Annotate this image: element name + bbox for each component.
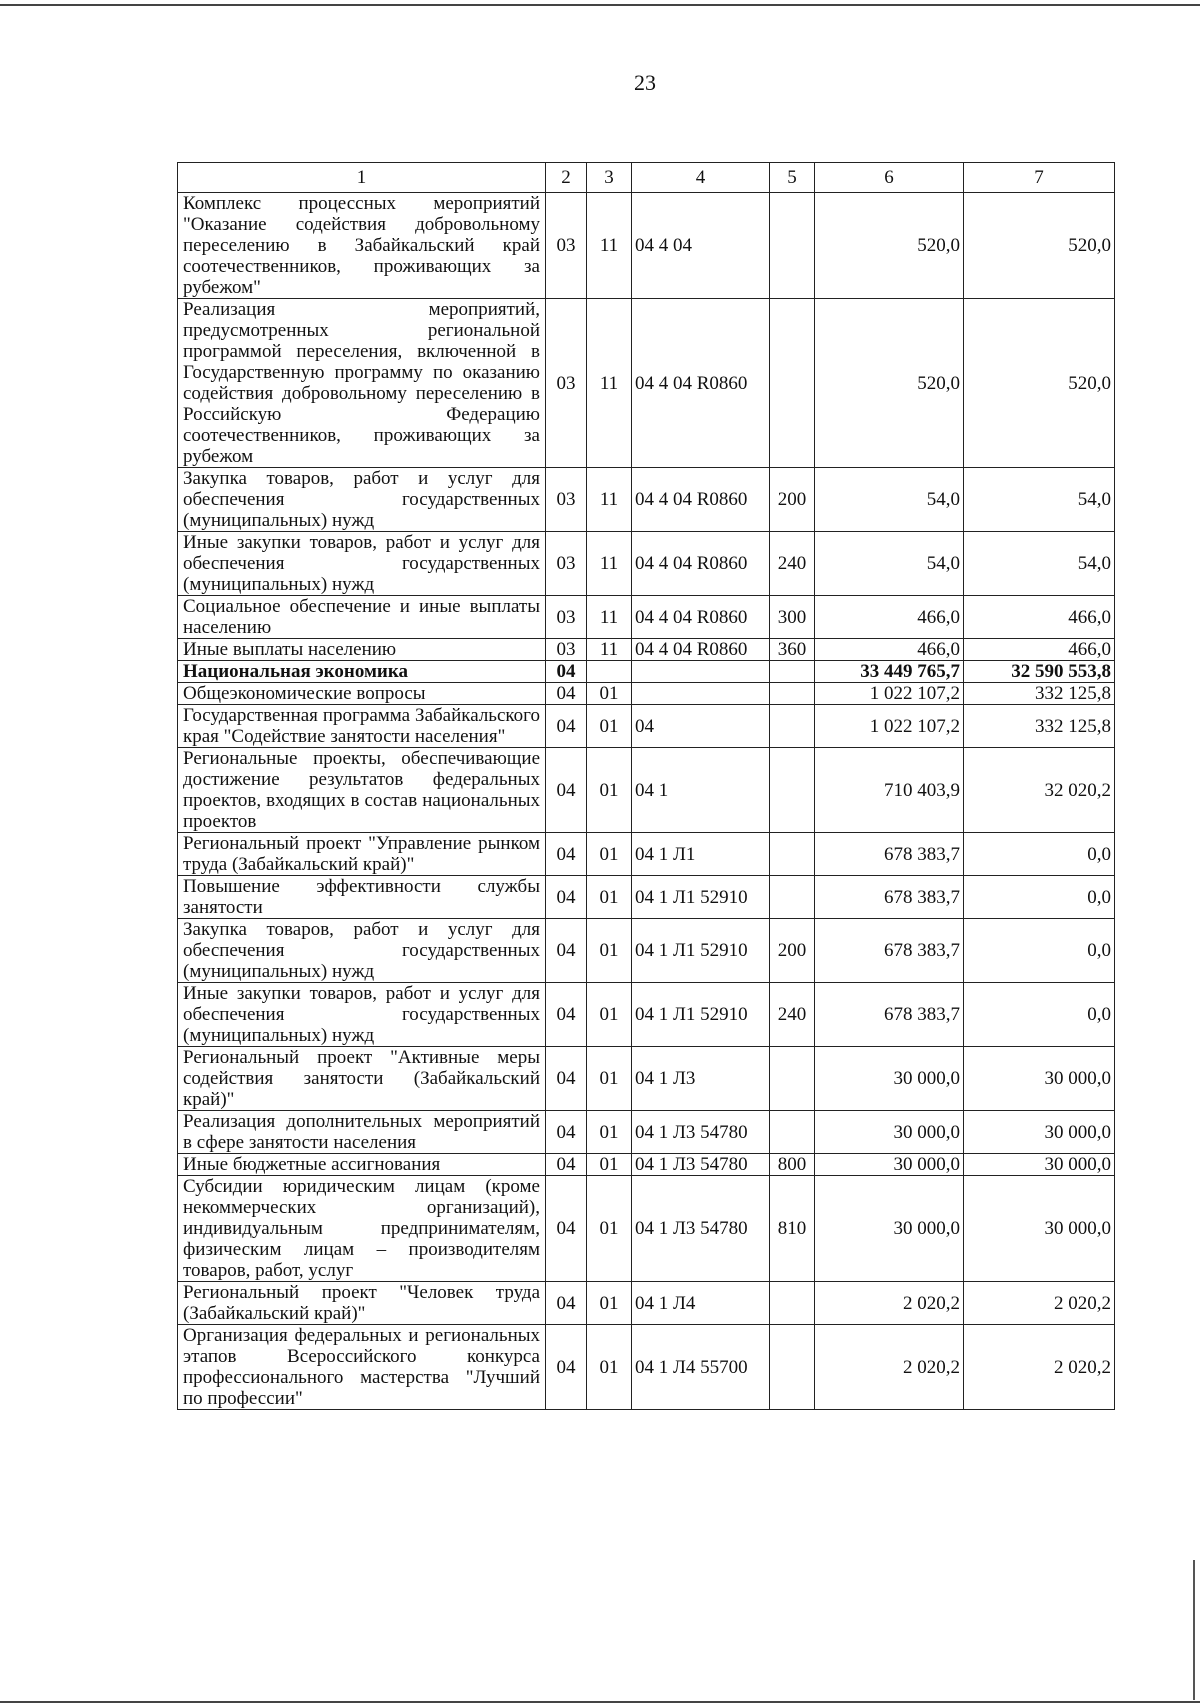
table-row bbox=[178, 1325, 1115, 1410]
table-body bbox=[178, 193, 1115, 1410]
cell-amount-year-2: 54,0 bbox=[964, 532, 1115, 596]
cell-amount-year-2: 2 020,2 bbox=[964, 1325, 1115, 1410]
table-row bbox=[178, 596, 1115, 639]
col-header-4: 4 bbox=[632, 163, 770, 193]
cell-subsection: 01 bbox=[587, 748, 632, 833]
table-row bbox=[178, 299, 1115, 468]
cell-target-article: 04 4 04 bbox=[632, 193, 770, 299]
cell-expense-type bbox=[770, 1282, 815, 1325]
cell-subsection: 01 bbox=[587, 833, 632, 876]
cell-expense-type bbox=[770, 748, 815, 833]
cell-subsection: 01 bbox=[587, 876, 632, 919]
cell-expense-type bbox=[770, 299, 815, 468]
cell-amount-year-2: 466,0 bbox=[964, 639, 1115, 661]
cell-target-article: 04 1 Л3 54780 bbox=[632, 1154, 770, 1176]
cell-subsection bbox=[587, 661, 632, 683]
cell-amount-year-2: 0,0 bbox=[964, 919, 1115, 983]
cell-target-article: 04 4 04 R0860 bbox=[632, 596, 770, 639]
cell-expense-type bbox=[770, 193, 815, 299]
cell-section: 03 bbox=[546, 299, 587, 468]
cell-target-article: 04 1 Л1 52910 bbox=[632, 876, 770, 919]
cell-section: 04 bbox=[546, 983, 587, 1047]
cell-amount-year-1: 466,0 bbox=[815, 639, 964, 661]
cell-section: 03 bbox=[546, 596, 587, 639]
cell-amount-year-1: 54,0 bbox=[815, 532, 964, 596]
col-header-1: 1 bbox=[178, 163, 546, 193]
cell-expense-type bbox=[770, 1325, 815, 1410]
cell-expense-type bbox=[770, 1111, 815, 1154]
cell-section: 04 bbox=[546, 876, 587, 919]
cell-amount-year-1: 30 000,0 bbox=[815, 1154, 964, 1176]
cell-target-article: 04 1 Л1 52910 bbox=[632, 919, 770, 983]
cell-section: 04 bbox=[546, 919, 587, 983]
cell-amount-year-2: 466,0 bbox=[964, 596, 1115, 639]
table-row bbox=[178, 983, 1115, 1047]
cell-name: Реализация мероприятий, предусмотренных региональной программой переселения, включенной в Государственную программу по оказанию содействия добровольному переселению в Российскую Федерацию соотечественников, проживающих за рубежом bbox=[178, 299, 546, 468]
cell-subsection: 11 bbox=[587, 596, 632, 639]
cell-amount-year-1: 678 383,7 bbox=[815, 919, 964, 983]
cell-name: Иные закупки товаров, работ и услуг для обеспечения государственных (муниципальных) нужд bbox=[178, 532, 546, 596]
cell-target-article: 04 1 Л3 54780 bbox=[632, 1176, 770, 1282]
cell-expense-type: 300 bbox=[770, 596, 815, 639]
cell-amount-year-1: 678 383,7 bbox=[815, 983, 964, 1047]
scan-edge-right bbox=[1193, 1560, 1195, 1700]
cell-section: 04 bbox=[546, 1154, 587, 1176]
col-header-6: 6 bbox=[815, 163, 964, 193]
cell-target-article: 04 1 Л4 bbox=[632, 1282, 770, 1325]
cell-target-article bbox=[632, 683, 770, 705]
cell-target-article: 04 1 Л3 bbox=[632, 1047, 770, 1111]
table-row bbox=[178, 833, 1115, 876]
cell-expense-type: 240 bbox=[770, 532, 815, 596]
cell-amount-year-1: 520,0 bbox=[815, 299, 964, 468]
cell-target-article: 04 4 04 R0860 bbox=[632, 532, 770, 596]
cell-name: Субсидии юридическим лицам (кроме некоммерческих организаций), индивидуальным предпринимателям, физическим лицам – производителям товаров, работ, услуг bbox=[178, 1176, 546, 1282]
cell-amount-year-1: 2 020,2 bbox=[815, 1325, 964, 1410]
cell-amount-year-2: 54,0 bbox=[964, 468, 1115, 532]
cell-target-article: 04 1 Л1 bbox=[632, 833, 770, 876]
cell-subsection: 01 bbox=[587, 1111, 632, 1154]
cell-name: Повышение эффективности службы занятости bbox=[178, 876, 546, 919]
cell-name: Социальное обеспечение и иные выплаты населению bbox=[178, 596, 546, 639]
cell-section: 03 bbox=[546, 468, 587, 532]
cell-expense-type bbox=[770, 661, 815, 683]
cell-name: Региональный проект "Управление рынком труда (Забайкальский край)" bbox=[178, 833, 546, 876]
cell-amount-year-1: 678 383,7 bbox=[815, 876, 964, 919]
table-row bbox=[178, 919, 1115, 983]
cell-subsection: 01 bbox=[587, 705, 632, 748]
cell-amount-year-1: 30 000,0 bbox=[815, 1111, 964, 1154]
cell-name: Региональные проекты, обеспечивающие достижение результатов федеральных проектов, входящих в состав национальных проектов bbox=[178, 748, 546, 833]
cell-subsection: 01 bbox=[587, 683, 632, 705]
table-row bbox=[178, 1154, 1115, 1176]
cell-section: 04 bbox=[546, 1111, 587, 1154]
cell-target-article: 04 1 Л3 54780 bbox=[632, 1111, 770, 1154]
cell-amount-year-2: 30 000,0 bbox=[964, 1176, 1115, 1282]
cell-target-article: 04 4 04 R0860 bbox=[632, 468, 770, 532]
cell-name: Иные бюджетные ассигнования bbox=[178, 1154, 546, 1176]
cell-section: 03 bbox=[546, 193, 587, 299]
cell-section: 04 bbox=[546, 683, 587, 705]
cell-expense-type: 360 bbox=[770, 639, 815, 661]
cell-amount-year-2: 32 590 553,8 bbox=[964, 661, 1115, 683]
cell-section: 04 bbox=[546, 661, 587, 683]
scan-edge-bottom bbox=[0, 1701, 1200, 1703]
cell-amount-year-2: 520,0 bbox=[964, 299, 1115, 468]
cell-target-article: 04 1 Л4 55700 bbox=[632, 1325, 770, 1410]
cell-amount-year-1: 33 449 765,7 bbox=[815, 661, 964, 683]
cell-subsection: 11 bbox=[587, 532, 632, 596]
cell-section: 04 bbox=[546, 705, 587, 748]
col-header-5: 5 bbox=[770, 163, 815, 193]
cell-amount-year-2: 30 000,0 bbox=[964, 1111, 1115, 1154]
col-header-2: 2 bbox=[546, 163, 587, 193]
cell-amount-year-1: 54,0 bbox=[815, 468, 964, 532]
cell-section: 04 bbox=[546, 1325, 587, 1410]
cell-section: 03 bbox=[546, 639, 587, 661]
cell-amount-year-1: 30 000,0 bbox=[815, 1047, 964, 1111]
cell-target-article: 04 4 04 R0860 bbox=[632, 299, 770, 468]
cell-amount-year-1: 1 022 107,2 bbox=[815, 683, 964, 705]
col-header-7: 7 bbox=[964, 163, 1115, 193]
cell-section: 04 bbox=[546, 833, 587, 876]
cell-amount-year-1: 710 403,9 bbox=[815, 748, 964, 833]
table-row bbox=[178, 639, 1115, 661]
cell-expense-type bbox=[770, 683, 815, 705]
cell-target-article: 04 1 bbox=[632, 748, 770, 833]
table-row bbox=[178, 748, 1115, 833]
cell-target-article bbox=[632, 661, 770, 683]
cell-amount-year-2: 520,0 bbox=[964, 193, 1115, 299]
page-number: 23 bbox=[634, 70, 656, 95]
cell-amount-year-2: 30 000,0 bbox=[964, 1047, 1115, 1111]
cell-name: Закупка товаров, работ и услуг для обеспечения государственных (муниципальных) нужд bbox=[178, 468, 546, 532]
cell-section: 04 bbox=[546, 1282, 587, 1325]
cell-subsection: 01 bbox=[587, 1176, 632, 1282]
cell-name: Региональный проект "Активные меры содействия занятости (Забайкальский край)" bbox=[178, 1047, 546, 1111]
table-row bbox=[178, 683, 1115, 705]
table-row bbox=[178, 1047, 1115, 1111]
table-row bbox=[178, 1282, 1115, 1325]
cell-name: Иные закупки товаров, работ и услуг для обеспечения государственных (муниципальных) нужд bbox=[178, 983, 546, 1047]
cell-name: Национальная экономика bbox=[178, 661, 546, 683]
header-row bbox=[178, 163, 1115, 193]
table-row bbox=[178, 661, 1115, 683]
cell-subsection: 01 bbox=[587, 1047, 632, 1111]
budget-table-container bbox=[177, 162, 1115, 1410]
cell-expense-type: 200 bbox=[770, 919, 815, 983]
cell-section: 03 bbox=[546, 532, 587, 596]
cell-expense-type: 240 bbox=[770, 983, 815, 1047]
cell-target-article: 04 1 Л1 52910 bbox=[632, 983, 770, 1047]
cell-subsection: 01 bbox=[587, 1154, 632, 1176]
cell-section: 04 bbox=[546, 748, 587, 833]
cell-amount-year-2: 2 020,2 bbox=[964, 1282, 1115, 1325]
cell-amount-year-2: 32 020,2 bbox=[964, 748, 1115, 833]
cell-target-article: 04 bbox=[632, 705, 770, 748]
cell-amount-year-2: 0,0 bbox=[964, 876, 1115, 919]
cell-name: Общеэкономические вопросы bbox=[178, 683, 546, 705]
cell-name: Региональный проект "Человек труда (Забайкальский край)" bbox=[178, 1282, 546, 1325]
budget-table bbox=[177, 162, 1115, 1410]
cell-amount-year-1: 520,0 bbox=[815, 193, 964, 299]
table-row bbox=[178, 876, 1115, 919]
cell-expense-type bbox=[770, 833, 815, 876]
cell-name: Иные выплаты населению bbox=[178, 639, 546, 661]
cell-amount-year-2: 30 000,0 bbox=[964, 1154, 1115, 1176]
cell-amount-year-2: 332 125,8 bbox=[964, 683, 1115, 705]
cell-subsection: 11 bbox=[587, 468, 632, 532]
table-row bbox=[178, 532, 1115, 596]
cell-subsection: 11 bbox=[587, 193, 632, 299]
cell-amount-year-1: 30 000,0 bbox=[815, 1176, 964, 1282]
table-row bbox=[178, 193, 1115, 299]
cell-amount-year-2: 0,0 bbox=[964, 983, 1115, 1047]
cell-amount-year-2: 0,0 bbox=[964, 833, 1115, 876]
table-row bbox=[178, 705, 1115, 748]
cell-name: Комплекс процессных мероприятий "Оказание содействия добровольному переселению в Забайкальский край соотечественников, проживающих за рубежом" bbox=[178, 193, 546, 299]
cell-subsection: 01 bbox=[587, 983, 632, 1047]
cell-name: Реализация дополнительных мероприятий в сфере занятости населения bbox=[178, 1111, 546, 1154]
cell-expense-type: 810 bbox=[770, 1176, 815, 1282]
cell-expense-type: 200 bbox=[770, 468, 815, 532]
cell-name: Государственная программа Забайкальского края "Содействие занятости населения" bbox=[178, 705, 546, 748]
cell-subsection: 01 bbox=[587, 919, 632, 983]
cell-section: 04 bbox=[546, 1047, 587, 1111]
cell-expense-type bbox=[770, 705, 815, 748]
cell-amount-year-1: 466,0 bbox=[815, 596, 964, 639]
cell-name: Закупка товаров, работ и услуг для обеспечения государственных (муниципальных) нужд bbox=[178, 919, 546, 983]
cell-amount-year-1: 678 383,7 bbox=[815, 833, 964, 876]
cell-amount-year-1: 2 020,2 bbox=[815, 1282, 964, 1325]
table-row bbox=[178, 1111, 1115, 1154]
cell-target-article: 04 4 04 R0860 bbox=[632, 639, 770, 661]
cell-amount-year-1: 1 022 107,2 bbox=[815, 705, 964, 748]
col-header-3: 3 bbox=[587, 163, 632, 193]
cell-expense-type bbox=[770, 876, 815, 919]
scan-edge-top bbox=[0, 4, 1200, 6]
cell-subsection: 11 bbox=[587, 299, 632, 468]
cell-section: 04 bbox=[546, 1176, 587, 1282]
cell-expense-type bbox=[770, 1047, 815, 1111]
cell-expense-type: 800 bbox=[770, 1154, 815, 1176]
cell-subsection: 01 bbox=[587, 1325, 632, 1410]
cell-subsection: 01 bbox=[587, 1282, 632, 1325]
cell-name: Организация федеральных и региональных этапов Всероссийского конкурса профессионального мастерства "Лучший по профессии" bbox=[178, 1325, 546, 1410]
table-row bbox=[178, 468, 1115, 532]
cell-subsection: 11 bbox=[587, 639, 632, 661]
cell-amount-year-2: 332 125,8 bbox=[964, 705, 1115, 748]
table-row bbox=[178, 1176, 1115, 1282]
